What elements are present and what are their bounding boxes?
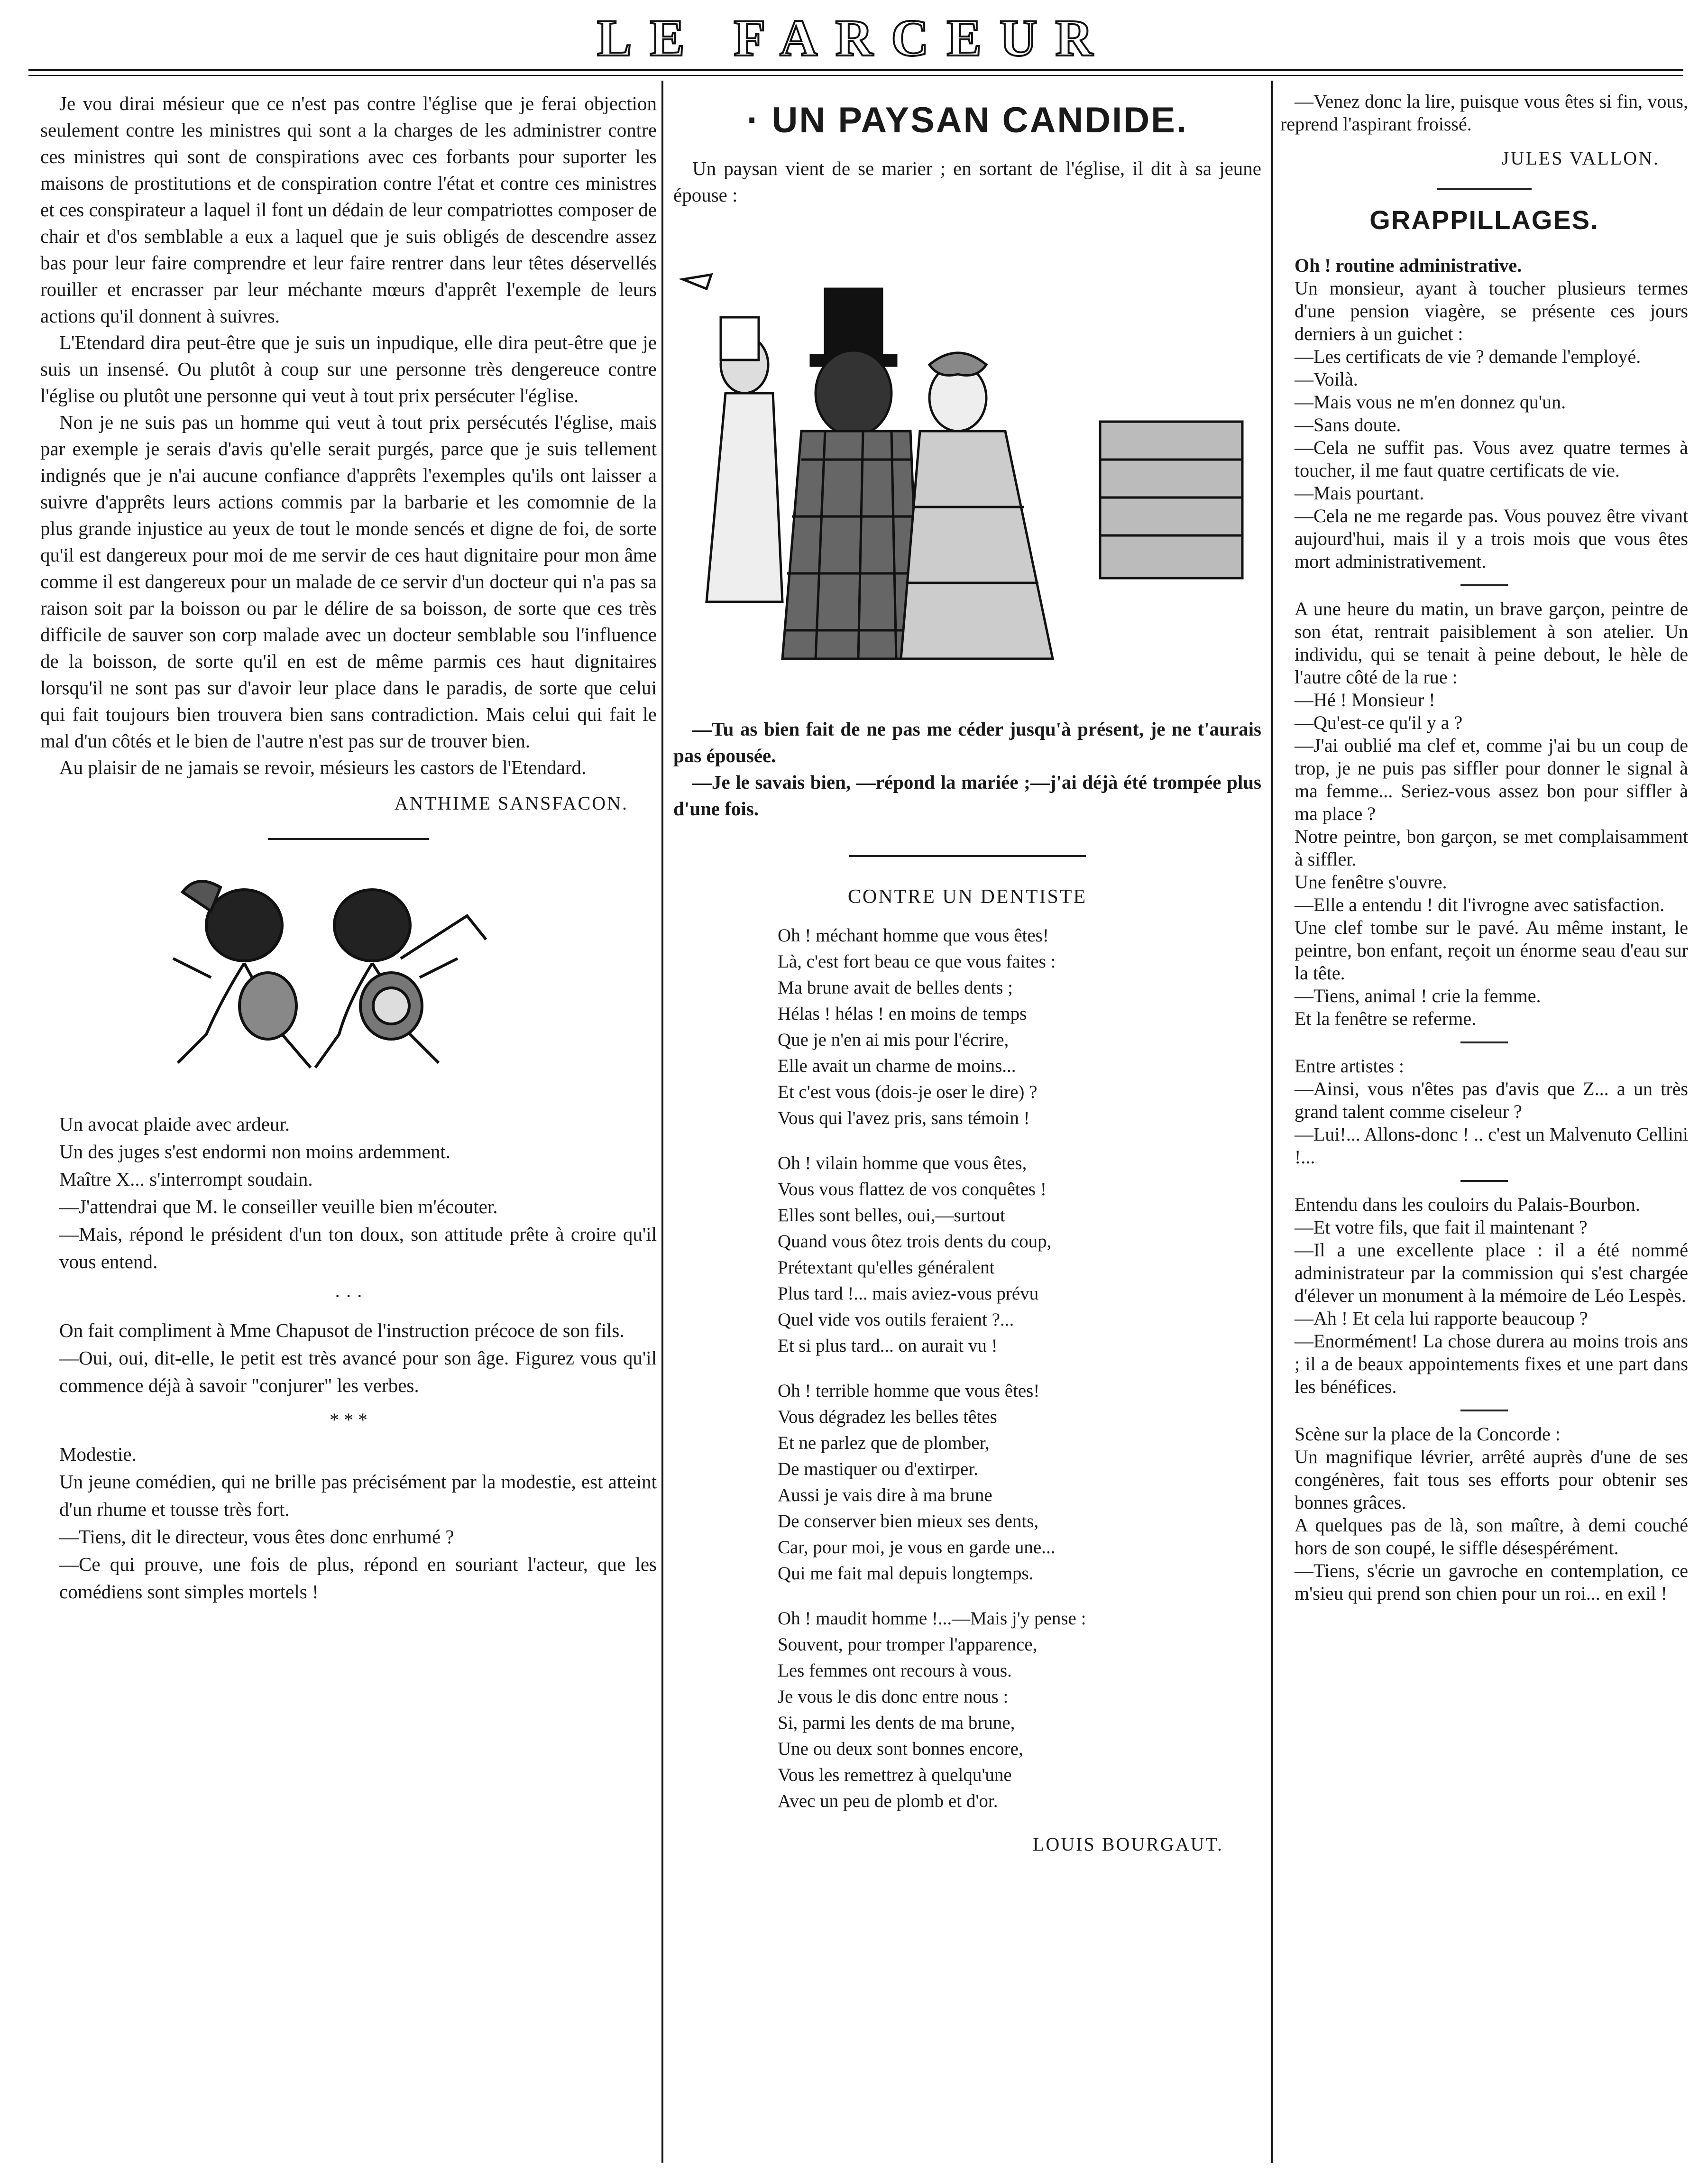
artistes-anecdote	[1280, 1055, 1688, 1169]
anecdote-line: —Lui!... Allons-donc ! .. c'est un Malvenuto Cellini !...	[1295, 1124, 1688, 1168]
column-divider-1	[661, 81, 663, 2163]
anecdote-line: Modestie.	[59, 1443, 137, 1465]
separator-dots: · · ·	[334, 1285, 363, 1307]
anecdote-line: Un avocat plaide avec ardeur.	[59, 1113, 290, 1135]
article-intro: Un paysan vient de se marier ; en sortant de l'église, il dit à sa jeune épouse :	[673, 157, 1261, 206]
divider	[1460, 1410, 1508, 1411]
anecdote-line: —Tiens, dit le directeur, vous êtes donc enrhumé ?	[59, 1526, 454, 1548]
poem-line: Elles sont belles, oui,—surtout	[778, 1205, 1005, 1226]
anecdote-line: —Elle a entendu ! dit l'ivrogne avec satisfaction.	[1295, 894, 1665, 915]
letter-paragraph: Je vou dirai mésieur que ce n'est pas contre l'église que je ferai objection seulement contre les ministres qui sont a la charges de les administrer contre ces ministres qui sont de conspirations avec ces forbants pour suporter les maisons de prostitutions et de conspiration contre l'état et contre ces ministres et ces conspirateur a laquel il font un dédain de leur compatriottes composer de chair et d'os semblable a eux a laquel que je suis obligés de descendre assez bas pour leur faire comprendre et leur faire rentrer dans leur têtes déservellés rouiller et encrasser par leur méchante mœurs d'apprêt l'exemple de leurs actions qu'il donnent à suivres.	[40, 92, 657, 327]
anecdote-line: Oh ! routine administrative.	[1295, 255, 1522, 276]
anecdote-line: —Qu'est-ce qu'il y a ?	[1295, 712, 1463, 733]
concorde-anecdote	[1280, 1423, 1688, 1605]
anecdote-line: —Sans doute.	[1295, 414, 1401, 435]
wedding-drawing	[673, 222, 1261, 697]
poem-line: De mastiquer ou d'extirper.	[778, 1459, 978, 1479]
section-title: GRAPPILLAGES.	[1369, 205, 1599, 235]
letter-signature: ANTHIME SANSFACON.	[394, 793, 628, 814]
anecdote-line: Un jeune comédien, qui ne brille pas précisément par la modestie, est atteint d'un rhume et tousse très fort.	[59, 1471, 657, 1520]
poem-stanza	[778, 1150, 1261, 1359]
anecdote-line: —Oui, oui, dit-elle, le petit est très avancé pour son âge. Figurez vous qu'il commence déjà à savoir "conjurer" les verbes.	[59, 1347, 657, 1396]
article-headline: · UN PAYSAN CANDIDE.	[747, 100, 1188, 140]
anecdote-line: Notre peintre, bon garçon, se met complaisamment à siffler.	[1295, 826, 1688, 870]
anecdote-line: Un des juges s'est endormi non moins ardemment.	[59, 1141, 450, 1162]
routine-anecdote	[1280, 254, 1688, 573]
poem-line: Vous vous flattez de vos conquêtes !	[778, 1179, 1047, 1199]
poem-line: Hélas ! hélas ! en moins de temps	[778, 1004, 1027, 1024]
poem-line: Oh ! méchant homme que vous êtes!	[778, 925, 1049, 946]
anecdote-line: —Ah ! Et cela lui rapporte beaucoup ?	[1295, 1308, 1588, 1329]
anecdote-line: —Tiens, s'écrie un gavroche en contemplation, ce m'sieu qui prend son chien pour un roi... en exil !	[1295, 1560, 1688, 1604]
anecdote-line: —Cela ne suffit pas. Vous avez quatre termes à toucher, il me faut quatre certificats de vie.	[1295, 437, 1688, 481]
dancers-illustration	[126, 864, 657, 1091]
poem-line: Aussi je vais dire à ma brune	[778, 1485, 992, 1505]
anecdote-line: —Ce qui prouve, une fois de plus, répond en souriant l'acteur, que les comédiens sont simples mortels !	[59, 1553, 657, 1603]
poem-line: Plus tard !... mais aviez-vous prévu	[778, 1283, 1039, 1304]
anecdote-line: A une heure du matin, un brave garçon, peintre de son état, rentrait paisiblement à son atelier. Un individu, qui se tenait à peine debout, le hèle de l'autre côté de la rue :	[1295, 598, 1688, 688]
dialogue-line: —Tu as bien fait de ne pas me céder jusqu'à présent, je ne t'aurais pas épousée.	[673, 718, 1261, 766]
article-ending: —Venez donc la lire, puisque vous êtes si fin, vous, reprend l'aspirant froissé.	[1280, 91, 1688, 135]
anecdote-line: —Enormément! La chose durera au moins trois ans ; il a de beaux appointements fixes et une part dans les bénéfices.	[1295, 1330, 1688, 1397]
poem-line: Vous qui l'avez pris, sans témoin !	[778, 1108, 1030, 1128]
divider	[268, 838, 429, 840]
divider	[1460, 1180, 1508, 1182]
anecdote-line: Un magnifique lévrier, arrêté auprès d'une de ses congénères, fait tous ses efforts pour obtenir ses bonnes grâces.	[1295, 1446, 1688, 1513]
anecdote-line: Une clef tombe sur le pavé. Au même instant, le peintre, bon enfant, reçoit un énorme seau d'eau sur la tête.	[1295, 917, 1688, 984]
poem-line: Je vous le dis donc entre nous :	[778, 1687, 1009, 1707]
anecdote-line: Une fenêtre s'ouvre.	[1295, 871, 1447, 893]
poem-title: CONTRE UN DENTISTE	[847, 886, 1087, 908]
poem-stanza	[778, 1378, 1261, 1586]
anecdote-line: —Voilà.	[1295, 369, 1358, 390]
poem-line: De conserver bien mieux ses dents,	[778, 1511, 1039, 1531]
divider	[1437, 188, 1532, 190]
newspaper-title: LE FARCEUR	[597, 9, 1111, 67]
poem-stanza	[778, 1605, 1261, 1814]
anecdote-line: Entre artistes :	[1295, 1055, 1405, 1077]
anecdote-line: —Mais, répond le président d'un ton doux, son attitude prête à croire qu'il vous entend.	[59, 1223, 657, 1272]
chapusot-anecdote	[40, 1317, 657, 1399]
poem-line: Une ou deux sont bonnes encore,	[778, 1739, 1023, 1759]
anecdote-line: —Mais vous ne m'en donnez qu'un.	[1295, 391, 1566, 413]
article-signature: JULES VALLON.	[1501, 147, 1660, 169]
poem-line: Car, pour moi, je vous en garde une...	[778, 1537, 1056, 1558]
anecdote-line: A quelques pas de là, son maître, à demi couché hors de son coupé, le siffle désespérément.	[1295, 1514, 1688, 1558]
poem-line: Quel vide vos outils feraient ?...	[778, 1309, 1014, 1330]
masthead-rule-bottom	[28, 75, 1683, 76]
anecdote-line: —J'ai oublié ma clef et, comme j'ai bu un coup de trop, je ne puis pas siffler pour donner le signal à ma femme... Seriez-vous assez bon pour siffler à ma place ?	[1295, 735, 1688, 824]
anecdote-line: —Hé ! Monsieur !	[1295, 689, 1435, 710]
column-center	[673, 90, 1261, 1855]
anecdote-line: —Mais pourtant.	[1295, 482, 1424, 504]
avocat-anecdote	[40, 1110, 657, 1275]
anecdote-line: Scène sur la place de la Concorde :	[1295, 1423, 1561, 1445]
anecdote-line: On fait compliment à Mme Chapusot de l'instruction précoce de son fils.	[59, 1319, 624, 1341]
column-divider-2	[1271, 81, 1273, 2163]
letter-paragraph: Au plaisir de ne jamais se revoir, mésieurs les castors de l'Etendard.	[59, 756, 587, 778]
anecdote-line: Maître X... s'interrompt soudain.	[59, 1168, 313, 1190]
masthead-rule-top	[28, 69, 1683, 71]
poem-line: Oh ! maudit homme !...—Mais j'y pense :	[778, 1608, 1086, 1629]
poem-line: Et c'est vous (dois-je oser le dire) ?	[778, 1082, 1038, 1102]
letter-paragraph: L'Etendard dira peut-être que je suis un inpudique, elle dira peut-être que je suis un insensé. Ou plutôt à coup sur une personne très dengereuce contre l'église ou plutôt une personne qui veut à tout prix persécuter l'église.	[40, 332, 657, 406]
poem-signature: LOUIS BOURGAUT.	[1032, 1834, 1223, 1855]
anecdote-line: Entendu dans les couloirs du Palais-Bourbon.	[1295, 1194, 1640, 1215]
poem-line: Qui me fait mal depuis longtemps.	[778, 1563, 1034, 1584]
anecdote-line: —Il a une excellente place : il a été nommé administrateur par la commission qui s'est chargée d'élever un monument à la mémoire de Léo Lespès.	[1295, 1239, 1688, 1306]
poem-line: Les femmes ont recours à vous.	[778, 1660, 1012, 1681]
poem-line: Quand vous ôtez trois dents du coup,	[778, 1231, 1052, 1252]
poem-line: Ma brune avait de belles dents ;	[778, 977, 1013, 998]
dancers-drawing	[126, 864, 552, 1091]
poem-line: Avec un peu de plomb et d'or.	[778, 1791, 998, 1811]
anecdote-line: —Les certificats de vie ? demande l'employé.	[1295, 346, 1641, 367]
anecdote-line: Un monsieur, ayant à toucher plusieurs termes d'une pension viagère, se présente ces jours derniers à un guichet :	[1295, 277, 1688, 344]
divider	[1460, 1041, 1508, 1043]
poem-line: Oh ! vilain homme que vous êtes,	[778, 1153, 1027, 1173]
poem-line: Prétextant qu'elles généralent	[778, 1257, 995, 1278]
poem-line: Oh ! terrible homme que vous êtes!	[778, 1381, 1040, 1401]
dialogue-line: —Je le savais bien, —répond la mariée ;—j'ai déjà été trompée plus d'une fois.	[673, 771, 1261, 820]
poem-stanza	[778, 922, 1261, 1131]
anecdote-line: —Et votre fils, que fait il maintenant ?	[1295, 1217, 1588, 1238]
poem-line: Elle avait un charme de moins...	[778, 1056, 1016, 1076]
poem-line: Et ne parlez que de plomber,	[778, 1433, 990, 1453]
anecdote-line: —J'attendrai que M. le conseiller veuille bien m'écouter.	[59, 1196, 498, 1217]
anecdote-line: —Ainsi, vous n'êtes pas d'avis que Z... a un très grand talent comme ciseleur ?	[1295, 1078, 1688, 1122]
column-left	[40, 90, 657, 1605]
poem-line: Vous dégradez les belles têtes	[778, 1407, 997, 1427]
separator-stars: * * *	[330, 1409, 367, 1430]
poem-line: Et si plus tard... on aurait vu !	[778, 1336, 998, 1356]
masthead	[0, 9, 1708, 66]
divider	[849, 855, 1086, 857]
poem-line: Que je n'en ai mis pour l'écrire,	[778, 1030, 1009, 1050]
poem-line: Là, c'est fort beau ce que vous faites :	[778, 951, 1056, 972]
anecdote-line: —Tiens, animal ! crie la femme.	[1295, 985, 1541, 1006]
letter-paragraph: Non je ne suis pas un homme qui veut à tout prix persécutés l'église, mais par exemple je serais d'avis qu'elle serait purgés, parce que je suis tellement indignés que je n'ai aucune confiance d'apprêts l'exemples qu'ils ont laisser a suivre d'apprêts leurs actions commis par la barbarie et les comomnie de la plus grande injustice au yeux de tout le monde sencés et digne de foi, de sorte qu'il est dangereux pour moi de me servir de ces haut dignitaire pour mon âme comme il est dangereux pour un malade de ce servir d'un docteur qui n'a pas sa raison soit par la boisson ou par le délire de sa boisson, de sorte que ces très difficile de sauver son corp malade avec un docteur semblable sou l'influence de la boisson, de sorte qu'il en est de même parmis ces haut dignitaires lorsqu'il ne sont pas sur d'avoir leur place dans le paradis, de sorte que celui qui fait toujours bien trouvera bien sans contradiction. Mais celui qui fait le mal d'un côtés et le bien de l'autre n'est pas sur de trouver bien.	[40, 411, 657, 752]
anecdote-line: Et la fenêtre se referme.	[1295, 1008, 1477, 1029]
palais-anecdote	[1280, 1193, 1688, 1398]
modestie-anecdote	[40, 1440, 657, 1605]
peintre-anecdote	[1280, 598, 1688, 1030]
poem-line: Vous les remettrez à quelqu'une	[778, 1765, 1012, 1785]
wedding-illustration	[673, 222, 1261, 697]
divider	[1460, 584, 1508, 586]
poem-line: Si, parmi les dents de ma brune,	[778, 1713, 1015, 1733]
column-right	[1280, 90, 1688, 1605]
anecdote-line: —Cela ne me regarde pas. Vous pouvez être vivant aujourd'hui, mais il y a trois mois que vous êtes mort administrativement.	[1295, 505, 1688, 572]
poem-line: Souvent, pour tromper l'apparence,	[778, 1634, 1038, 1655]
